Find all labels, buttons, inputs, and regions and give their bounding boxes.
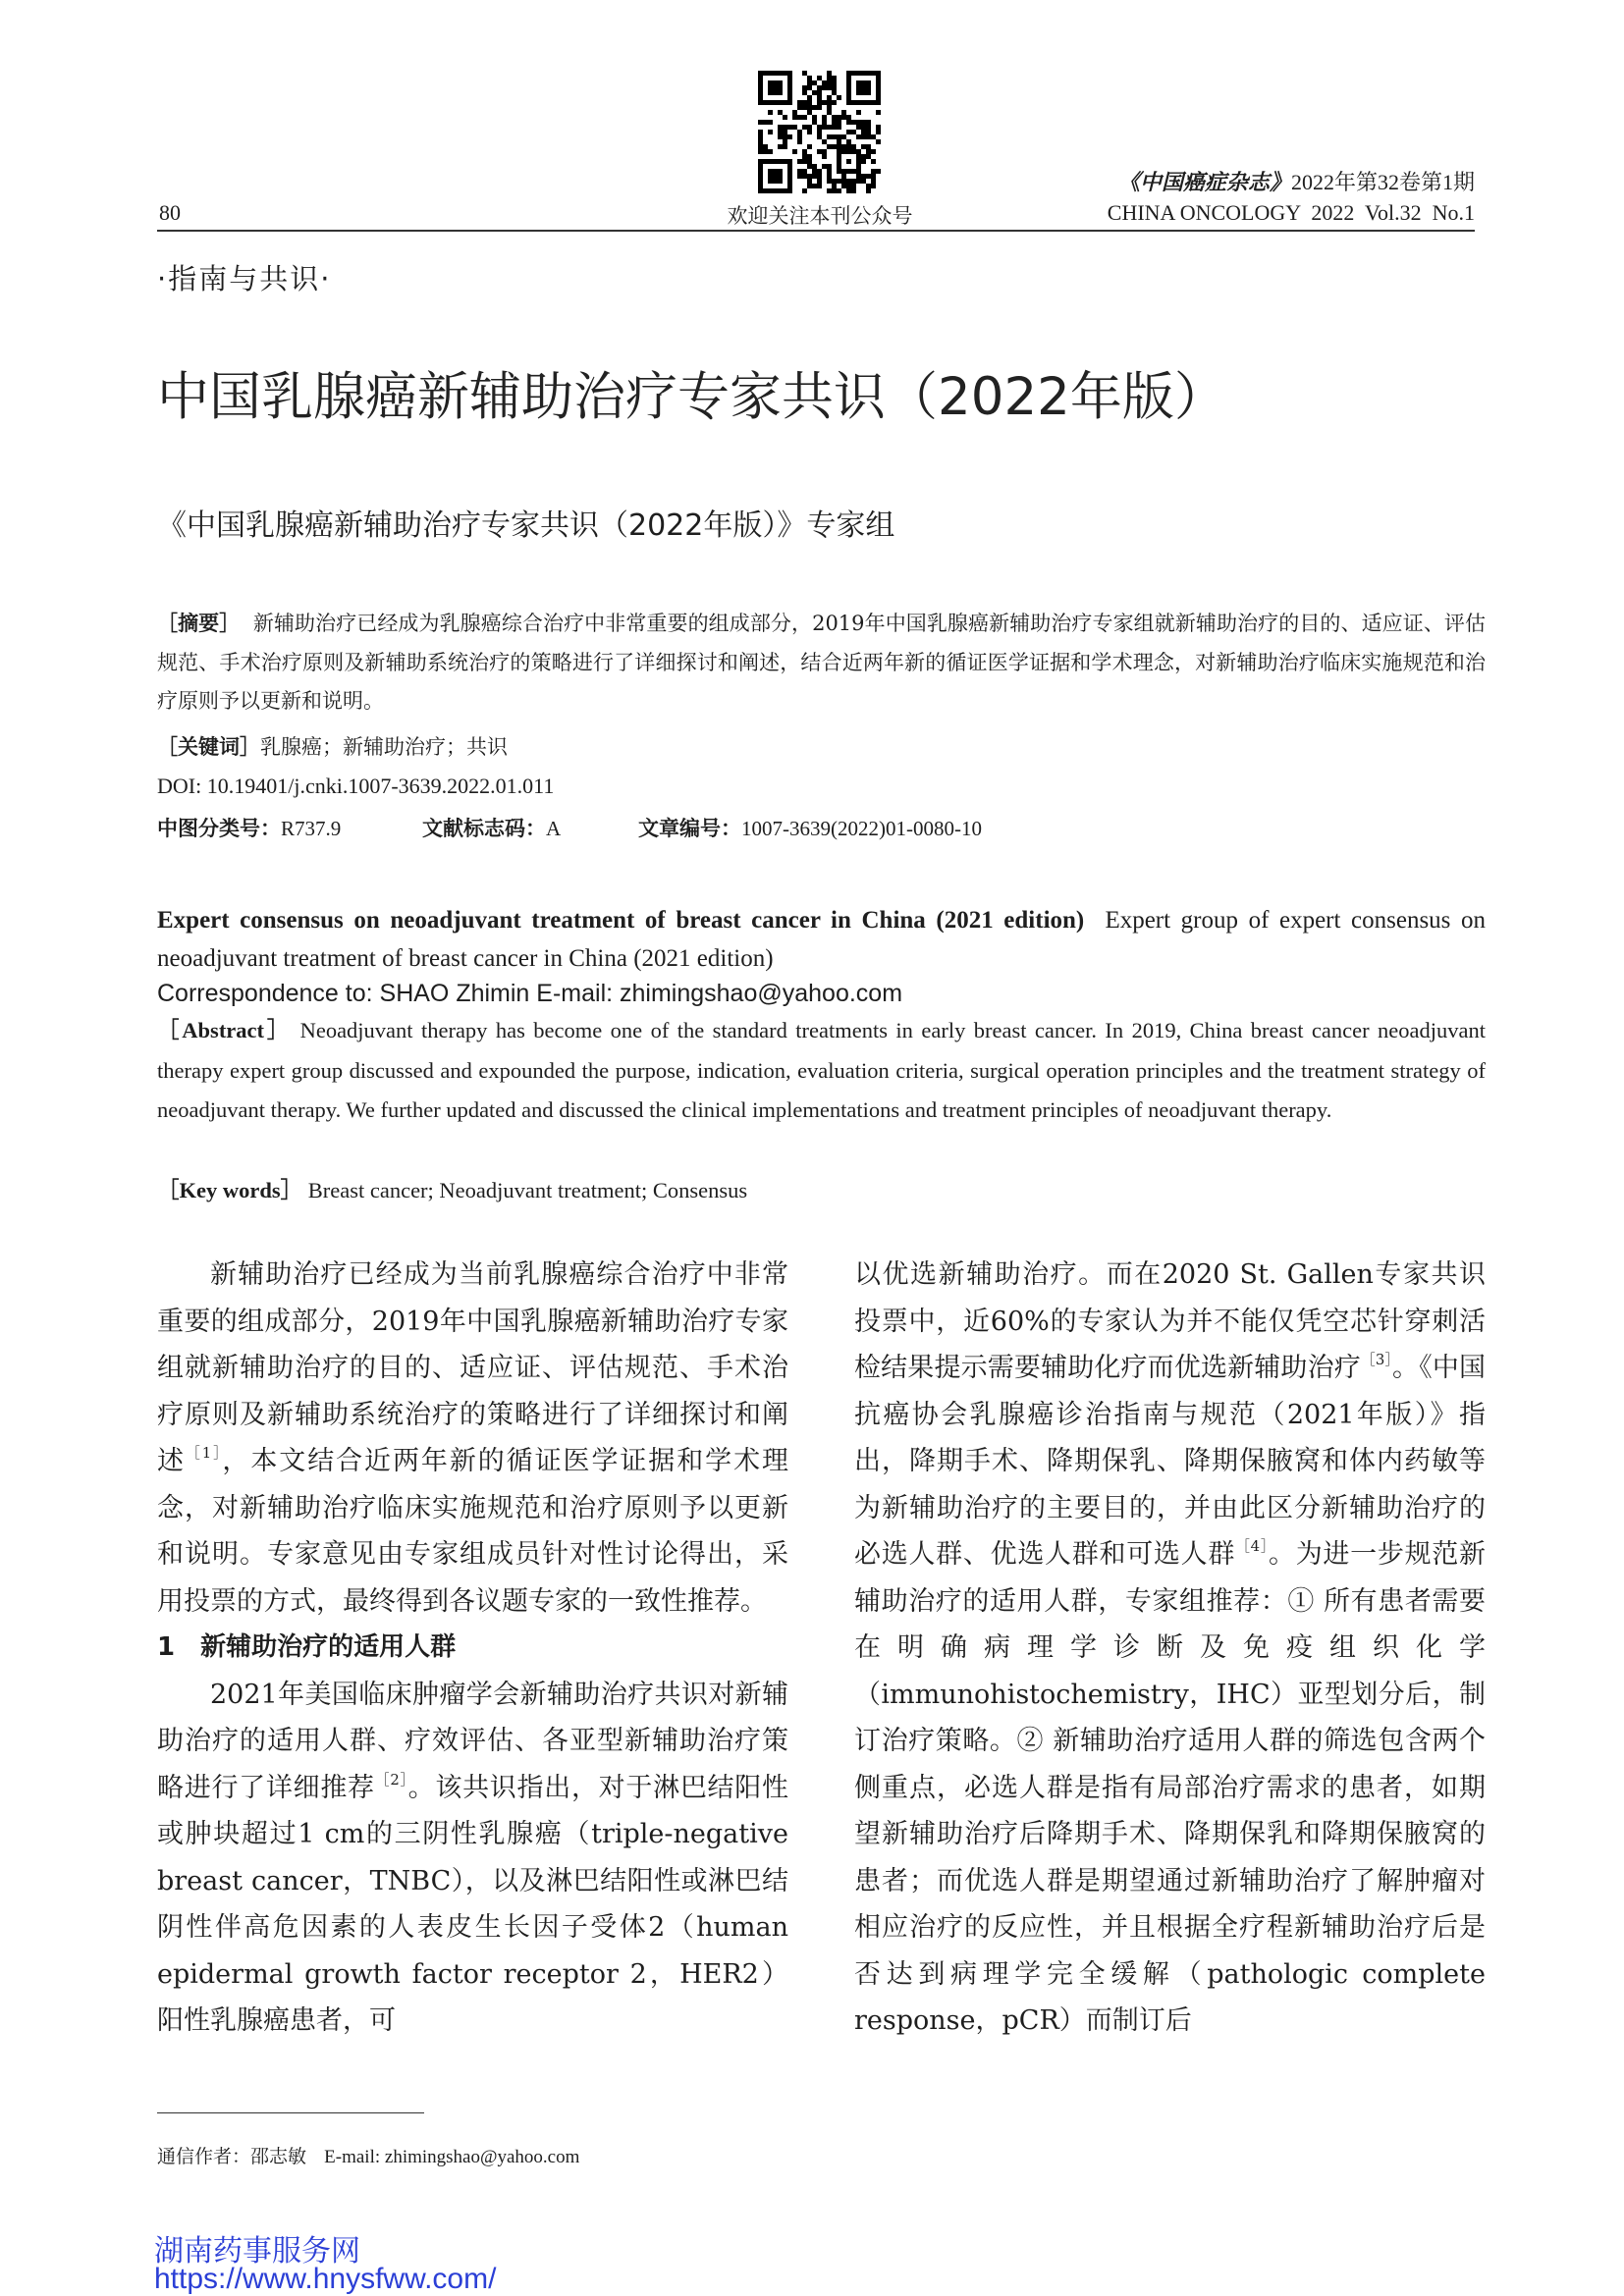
en-correspondence: Correspondence to: SHAO Zhimin E-mail: zhimingshao@yahoo.com (157, 980, 903, 1007)
cn-abstract-label: ［摘要］ (157, 612, 241, 635)
journal-en-line: CHINA ONCOLOGY 2022 Vol.32 No.1 (1107, 200, 1475, 225)
en-abstract-text: Neoadjuvant therapy has become one of the standard treatments in early breast cancer. In 2019, China breast cancer neoadjuvant therapy expert group discussed and expounded the purpose, indication, evaluation criteria, surgical operation principles and the treatment strategy of neoadjuvant therapy. We further updated and discussed the clinical implementations and treatment principles of neoadjuvant therapy. (157, 1018, 1487, 1122)
en-abstract-label: ［Abstract］ (157, 1018, 293, 1042)
body-right-column (854, 1252, 1486, 2045)
author-group: 《中国乳腺癌新辅助治疗专家共识（2022年版）》专家组 (157, 508, 895, 543)
watermark-name: 湖南药事服务网 (154, 2234, 360, 2269)
footnote (157, 2142, 579, 2168)
journal-cn-name: 《中国癌症杂志》 (1117, 170, 1291, 195)
doi: DOI: 10.19401/j.cnki.1007-3639.2022.01.011 (157, 774, 555, 798)
cn-keywords-label: ［关键词］ (157, 735, 260, 759)
page-number: 80 (159, 200, 181, 225)
body-paragraph-2 (157, 1672, 788, 2045)
watermark-url[interactable]: https://www.hnysfww.com/ (154, 2263, 497, 2295)
footnote-rule (157, 2112, 424, 2113)
classification-line (157, 813, 341, 842)
section-label: ·指南与共识· (157, 262, 332, 295)
body-paragraph-3-text-c: 。为进一步规范新辅助治疗的适用人群，专家组推荐：① 所有患者需要在明确病理学诊断及免疫组织化学（immunohistochemistry，IHC）亚型划分后，制订治疗策略。② 新辅助治疗适用人群的筛选包含两个侧重点，必选人群是指有局部治疗需求的患者，如期望新辅助治疗后降期手术、降期保乳和降期保腋窝的患者；而优选人群是期望通过新辅助治疗了解肿瘤对相应治疗的反应性，并且根据全疗程新辅助治疗后是否达到病理学完全缓解（pathologic complete response，pCR）而制订后 (854, 1539, 1487, 2036)
en-abstract (157, 1011, 1486, 1131)
section-1-heading: 1 新辅助治疗的适用人群 (157, 1632, 457, 1662)
body-paragraph-1-text-b: ，本文结合近两年新的循证医学证据和学术理念，对新辅助治疗临床实施规范和治疗原则予以更新和说明。专家意见由专家组成员针对性讨论得出，采用投票的方式，最终得到各议题专家的一致性推荐。 (157, 1446, 789, 1617)
en-title-block (157, 901, 1486, 978)
cn-keywords (157, 731, 508, 761)
footnote-name: 邵志敏 (250, 2146, 307, 2167)
cn-abstract (157, 605, 1486, 721)
journal-cn-issue: 2022年第32卷第1期 (1290, 170, 1475, 194)
qr-caption: 欢迎关注本刊公众号 (727, 204, 913, 228)
citation-3: ［3］ (1360, 1351, 1393, 1369)
body-paragraph-2-text-b: 。该共识指出，对于淋巴结阳性或肿块超过1 cm的三阴性乳腺癌（triple-negative breast cancer，TNBC），以及淋巴结阳性或淋巴结阴性伴高危因素的人表皮生长因子受体2（human epidermal growth factor receptor 2，HER2）阳性乳腺癌患者，可 (157, 1772, 789, 2036)
body-paragraph-3-text-a: 以优选新辅助治疗。而在2020 St. Gallen专家共识投票中，近60%的专家认为并不能仅凭空芯针穿刺活检结果提示需要辅助化疗而优选新辅助治疗 (854, 1259, 1486, 1383)
article-no-line (638, 813, 982, 842)
footnote-label: 通信作者： (157, 2146, 251, 2167)
body-paragraph-3-text-b: 。《中国抗癌协会乳腺癌诊治指南与规范（2021年版）》指出，降期手术、降期保乳、降期保腋窝和体内药敏等为新辅助治疗的主要目的，并由此区分新辅助治疗的必选人群、优选人群和可选人群 (854, 1353, 1487, 1570)
doc-code-line (422, 813, 561, 842)
doc-code-value: A (546, 817, 562, 840)
citation-2: ［2］ (374, 1770, 408, 1789)
cn-abstract-text: 新辅助治疗已经成为乳腺癌综合治疗中非常重要的组成部分，2019年中国乳腺癌新辅助治疗专家组就新辅助治疗的目的、适应证、评估规范、手术治疗原则及新辅助系统治疗的策略进行了详细探讨和阐述，结合近两年新的循证医学证据和学术理念，对新辅助治疗临床实施规范和治疗原则予以更新和说明。 (157, 612, 1486, 713)
clc-value: R737.9 (281, 817, 342, 840)
clc-label: 中图分类号： (157, 817, 281, 840)
cn-keywords-text: 乳腺癌；新辅助治疗；共识 (260, 735, 508, 759)
article-no-value: 1007-3639(2022)01-0080-10 (741, 817, 982, 840)
body-paragraph-1-text-a: 新辅助治疗已经成为当前乳腺癌综合治疗中非常重要的组成部分，2019年中国乳腺癌新辅助治疗专家组就新辅助治疗的目的、适应证、评估规范、手术治疗原则及新辅助系统治疗的策略进行了详细探讨和阐述 (157, 1259, 788, 1476)
citation-4: ［4］ (1235, 1537, 1269, 1556)
en-authors: Expert group of expert consensus on neoadjuvant treatment of breast cancer in China (2021 edition) (157, 907, 1487, 972)
body-left-column (157, 1252, 788, 2045)
en-keywords-label: ［Key words］ (157, 1178, 303, 1202)
qr-code (758, 71, 881, 193)
article-no-label: 文章编号： (638, 817, 741, 840)
en-title: Expert consensus on neoadjuvant treatment of breast cancer in China (2021 edition) (157, 907, 1085, 934)
en-keywords-text: Breast cancer; Neoadjuvant treatment; Consensus (307, 1178, 748, 1202)
journal-cn-line (1043, 166, 1475, 196)
body-paragraph-1 (157, 1252, 788, 1625)
body-paragraph-3 (854, 1252, 1486, 2045)
article-title: 中国乳腺癌新辅助治疗专家共识（2022年版） (157, 367, 1226, 427)
footnote-email: E-mail: zhimingshao@yahoo.com (324, 2147, 580, 2167)
body-paragraph-2-text-a: 2021年美国临床肿瘤学会新辅助治疗共识对新辅助治疗的适用人群、疗效评估、各亚型新辅助治疗策略进行了详细推荐 (157, 1679, 788, 1803)
en-keywords (157, 1173, 747, 1204)
citation-1: ［1］ (185, 1444, 223, 1463)
header-rule (157, 230, 1475, 232)
doc-code-label: 文献标志码： (422, 817, 546, 840)
